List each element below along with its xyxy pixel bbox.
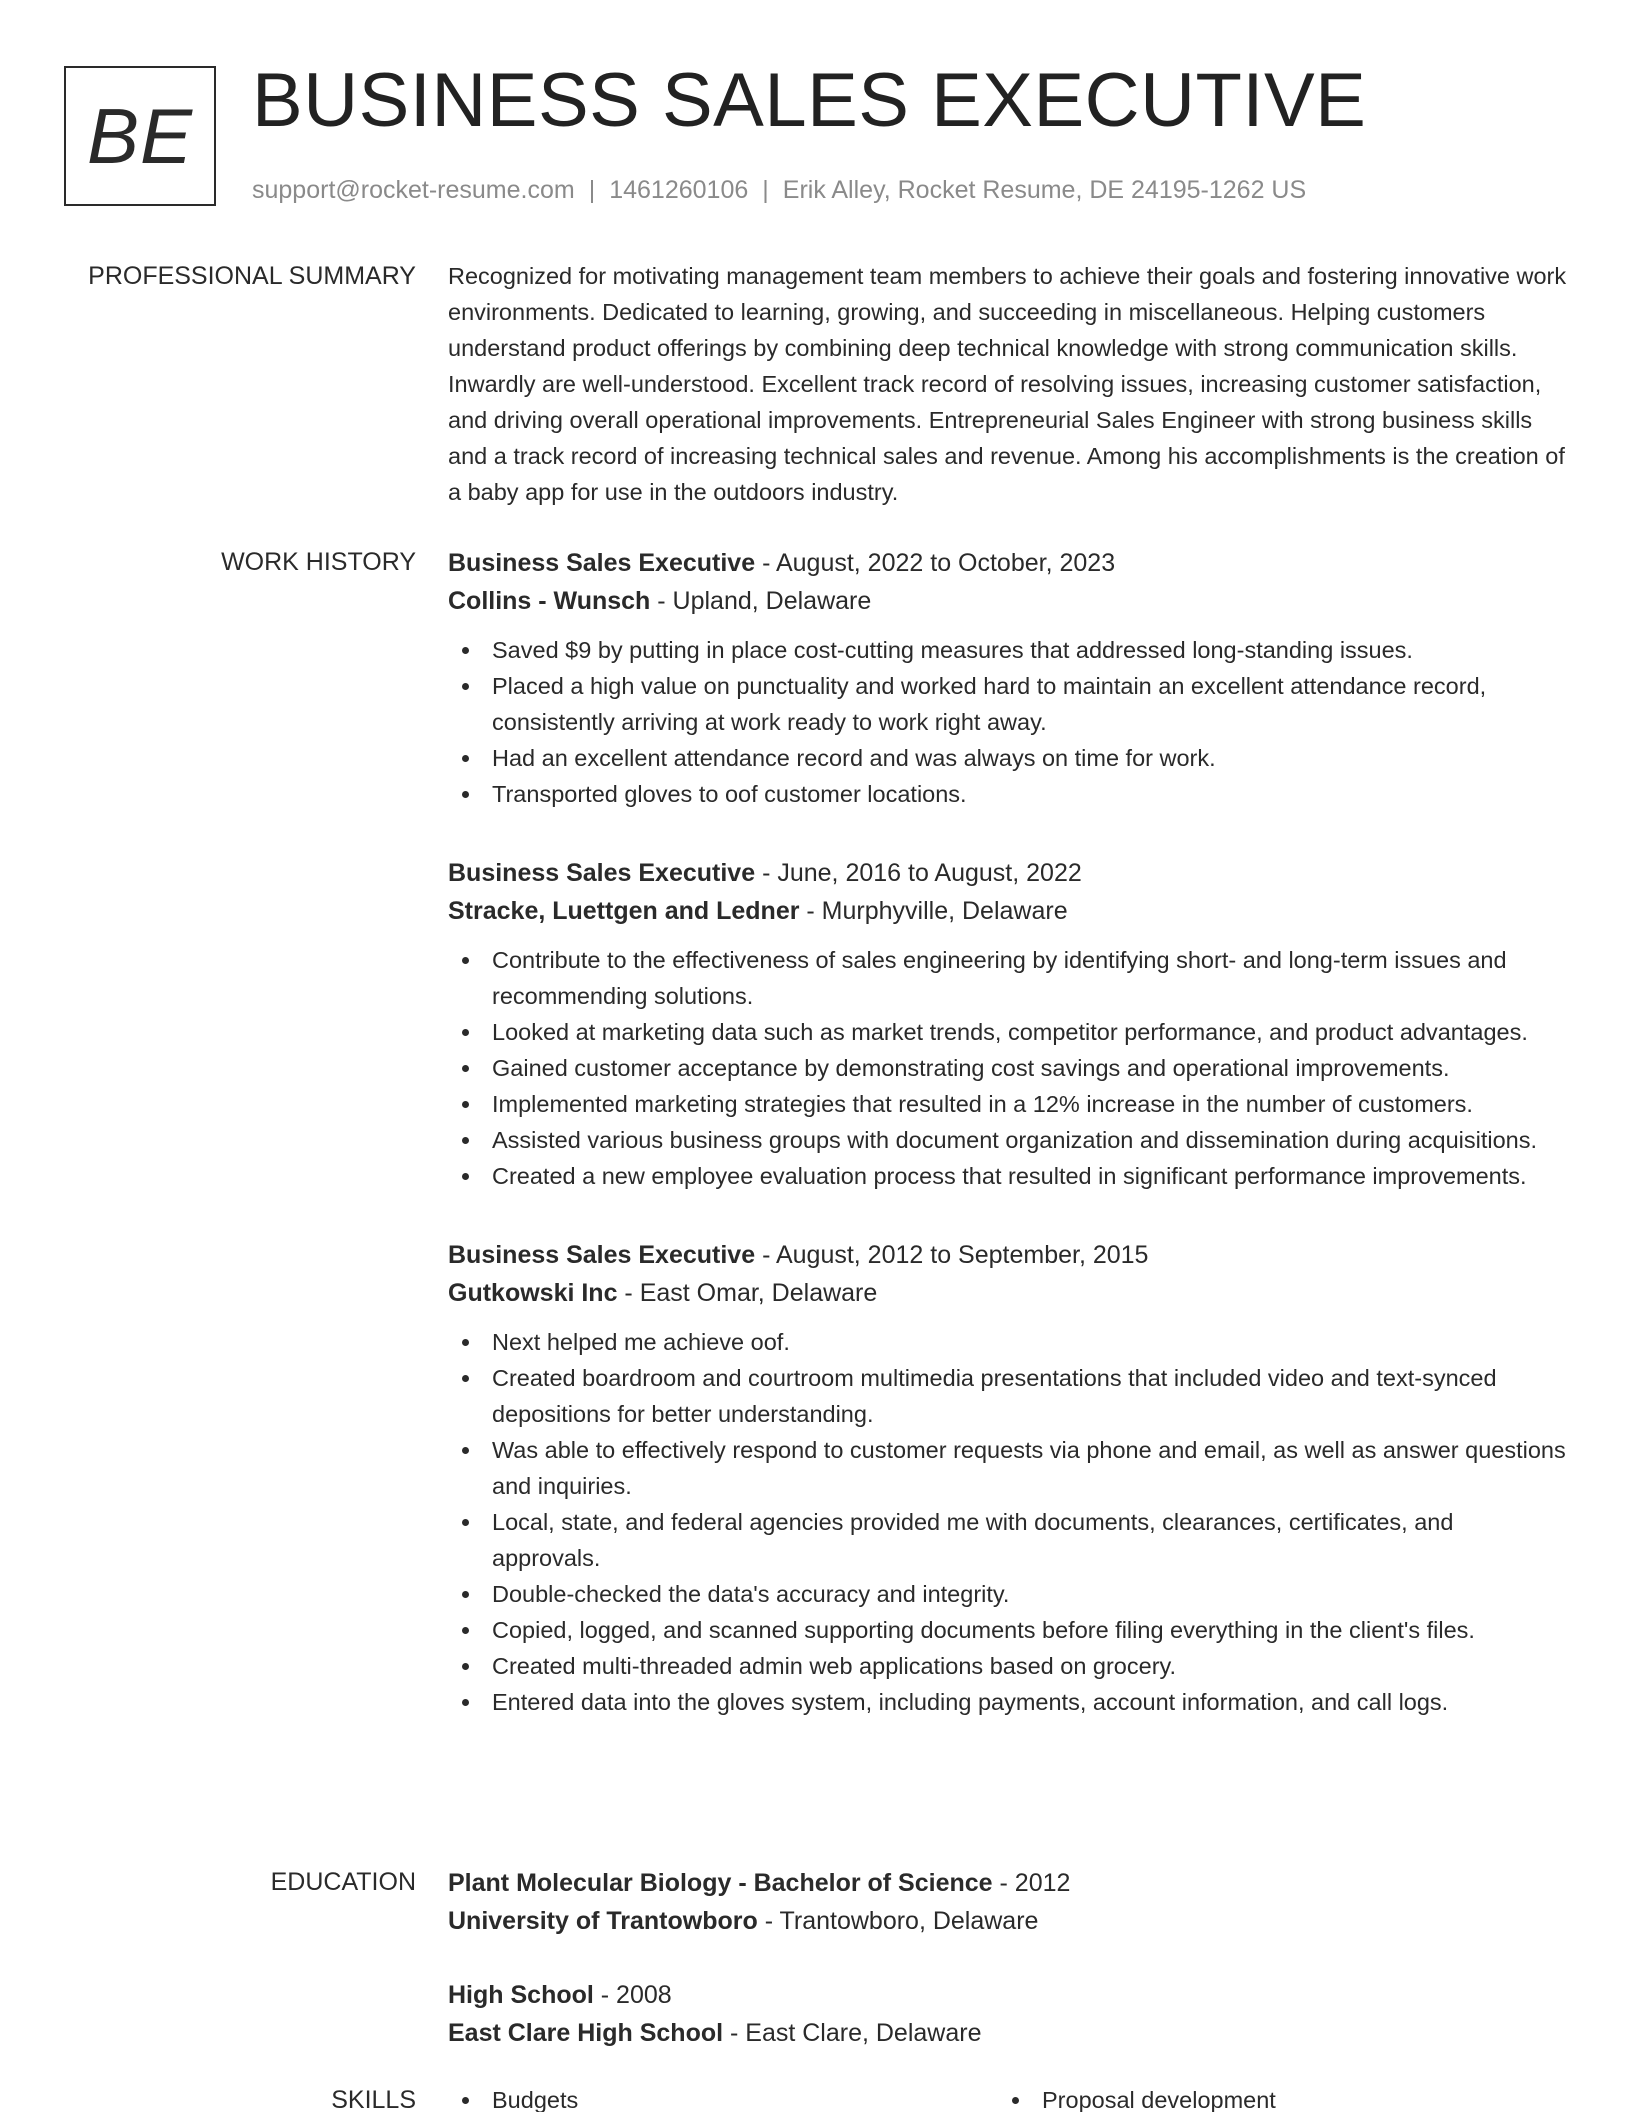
job-location: - Murphyville, Delaware: [799, 897, 1068, 925]
job-dates: - June, 2016 to August, 2022: [755, 859, 1082, 887]
job-company-line: [448, 582, 1568, 620]
job-location: - Upland, Delaware: [650, 587, 872, 615]
job-bullet: Entered data into the gloves system, including payments, account information, and call logs.: [448, 1684, 1568, 1720]
job-bullet: Was able to effectively respond to customer requests via phone and email, as well as answer questions and inquiries.: [448, 1432, 1568, 1504]
job-bullet: Assisted various business groups with document organization and dissemination during acquisitions.: [448, 1122, 1568, 1158]
education-school-line: [448, 2014, 1568, 2052]
job-entry: [448, 544, 1568, 812]
contact-phone: 1461260106: [609, 176, 749, 204]
skill-item: Budgets: [448, 2082, 998, 2112]
education-school: East Clare High School: [448, 2019, 724, 2047]
job-bullets: [448, 1324, 1568, 1720]
summary-body: [448, 258, 1568, 510]
education-year: - 2008: [593, 1981, 672, 2009]
work-body: [448, 544, 1568, 1762]
job-company-line: [448, 1274, 1568, 1312]
skills-body: [448, 2082, 1568, 2112]
job-company: Collins - Wunsch: [448, 587, 651, 615]
job-bullet: Copied, logged, and scanned supporting documents before filing everything in the client's files.: [448, 1612, 1568, 1648]
job-bullets: [448, 632, 1568, 812]
job-entry: [448, 854, 1568, 1194]
education-degree-line: [448, 1864, 1568, 1902]
education-body: [448, 1864, 1568, 2088]
section-title-summary: PROFESSIONAL SUMMARY: [88, 262, 416, 290]
job-bullets: [448, 942, 1568, 1194]
job-dates: - August, 2022 to October, 2023: [755, 549, 1116, 577]
job-title-line: [448, 854, 1568, 892]
contact-separator: |: [588, 176, 596, 204]
job-location: - East Omar, Delaware: [617, 1279, 878, 1307]
job-role: Business Sales Executive: [448, 549, 756, 577]
job-role: Business Sales Executive: [448, 1241, 756, 1269]
job-bullet: Had an excellent attendance record and was always on time for work.: [448, 740, 1568, 776]
job-role: Business Sales Executive: [448, 859, 756, 887]
job-bullet: Contribute to the effectiveness of sales engineering by identifying short- and long-term issues and recommending solutions.: [448, 942, 1568, 1014]
job-company-line: [448, 892, 1568, 930]
education-location: - East Clare, Delaware: [723, 2019, 982, 2047]
contact-email: support@rocket-resume.com: [252, 176, 575, 204]
job-bullet: Double-checked the data's accuracy and integrity.: [448, 1576, 1568, 1612]
section-title-education: EDUCATION: [270, 1868, 416, 1896]
job-bullet: Placed a high value on punctuality and worked hard to maintain an excellent attendance record, consistently arriving at work ready to work right away.: [448, 668, 1568, 740]
job-bullet: Transported gloves to oof customer locations.: [448, 776, 1568, 812]
education-entry: [448, 1976, 1568, 2052]
job-bullet: Saved $9 by putting in place cost-cutting measures that addressed long-standing issues.: [448, 632, 1568, 668]
job-bullet: Next helped me achieve oof.: [448, 1324, 1568, 1360]
section-title-work: WORK HISTORY: [221, 548, 416, 576]
job-company: Stracke, Luettgen and Ledner: [448, 897, 800, 925]
education-year: - 2012: [992, 1869, 1071, 1897]
skills-list: [448, 2082, 1568, 2112]
contact-address: Erik Alley, Rocket Resume, DE 24195-1262 US: [782, 176, 1307, 204]
job-title-line: [448, 544, 1568, 582]
job-bullet: Implemented marketing strategies that resulted in a 12% increase in the number of customers.: [448, 1086, 1568, 1122]
education-entry: [448, 1864, 1568, 1940]
job-title-line: [448, 1236, 1568, 1274]
job-entry: [448, 1236, 1568, 1720]
candidate-name: BUSINESS SALES EXECUTIVE: [252, 58, 1367, 143]
education-degree-line: [448, 1976, 1568, 2014]
job-bullet: Local, state, and federal agencies provided me with documents, clearances, certificates, and approvals.: [448, 1504, 1568, 1576]
summary-text: Recognized for motivating management team members to achieve their goals and fostering innovative work environments. Dedicated to learning, growing, and succeeding in miscellaneous. Helping customers understand product offerings by combining deep technical knowledge with strong communication skills. Inwardly are well-understood. Excellent track record of resolving issues, increasing customer satisfaction, and driving overall operational improvements. Entrepreneurial Sales Engineer with strong business skills and a track record of increasing technical sales and revenue. Among his accomplishments is the creation of a baby app for use in the outdoors industry.: [448, 263, 1567, 505]
job-bullet: Gained customer acceptance by demonstrating cost savings and operational improvements.: [448, 1050, 1568, 1086]
education-school-line: [448, 1902, 1568, 1940]
job-bullet: Looked at marketing data such as market trends, competitor performance, and product advantages.: [448, 1014, 1568, 1050]
monogram-initials: BE: [86, 92, 194, 180]
education-location: - Trantowboro, Delaware: [757, 1907, 1039, 1935]
job-company: Gutkowski Inc: [448, 1279, 618, 1307]
skill-item: Proposal development: [998, 2082, 1548, 2112]
job-bullet: Created boardroom and courtroom multimedia presentations that included video and text-synced depositions for better understanding.: [448, 1360, 1568, 1432]
education-school: University of Trantowboro: [448, 1907, 758, 1935]
contact-line: [252, 174, 1306, 206]
education-degree: Plant Molecular Biology - Bachelor of Science: [448, 1869, 993, 1897]
section-title-skills: SKILLS: [331, 2086, 416, 2112]
contact-separator: |: [762, 176, 769, 204]
education-degree: High School: [448, 1981, 594, 2009]
job-bullet: Created multi-threaded admin web applications based on grocery.: [448, 1648, 1568, 1684]
monogram-box: [64, 66, 216, 206]
job-bullet: Created a new employee evaluation process that resulted in significant performance improvements.: [448, 1158, 1568, 1194]
job-dates: - August, 2012 to September, 2015: [755, 1241, 1149, 1269]
